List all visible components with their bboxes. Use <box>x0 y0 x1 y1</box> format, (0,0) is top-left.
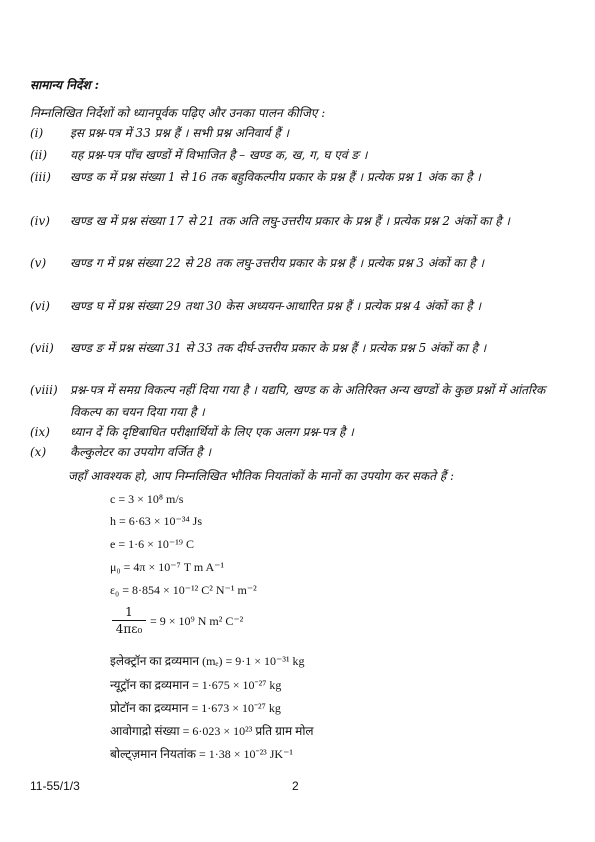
constant-boltzmann: बोल्ट्ज़मान नियतांक = 1·38 × 10⁻²³ JK⁻¹ <box>110 747 294 761</box>
instruction-number: (ii) <box>30 148 48 162</box>
instruction-number: (ix) <box>30 425 50 439</box>
instruction-number: (i) <box>30 126 44 140</box>
instruction-number: (vi) <box>30 299 50 313</box>
constant-electron-mass: इलेक्ट्रॉन का द्रव्यमान (mₑ) = 9·1 × 10⁻³¹ kg <box>110 654 305 668</box>
instruction-text: खण्ड ख में प्रश्न संख्या 17 से 21 तक अति लघु-उत्तरीय प्रकार के प्रश्न हैं । प्रत्येक प्रश्न 2 अंकों का है । <box>70 214 510 228</box>
coulomb-constant-fraction <box>112 605 146 636</box>
constant-electron-charge: e = 1·6 × 10⁻¹⁹ C <box>110 537 194 551</box>
general-instructions-heading: सामान्य निर्देश : <box>30 78 100 92</box>
constants-intro: जहाँ आवश्यक हो, आप निम्नलिखित भौतिक नियतांकों के मानों का उपयोग कर सकते हैं : <box>68 469 455 483</box>
constant-planck: h = 6·63 × 10⁻³⁴ Js <box>110 514 202 528</box>
instruction-text: खण्ड ङ में प्रश्न संख्या 31 से 33 तक दीर्घ-उत्तरीय प्रकार के प्रश्न हैं । प्रत्येक प्रश्न 5 अंकों का है । <box>70 341 487 355</box>
instruction-text: इस प्रश्न-पत्र में 33 प्रश्न हैं । सभी प्रश्न अनिवार्य हैं । <box>70 126 290 140</box>
constant-speed-of-light: c = 3 × 10⁸ m/s <box>110 492 184 506</box>
constant-neutron-mass: न्यूट्रॉन का द्रव्यमान = 1·675 × 10⁻²⁷ kg <box>110 678 282 692</box>
instruction-number: (vii) <box>30 341 54 355</box>
instruction-text: यह प्रश्न-पत्र पाँच खण्डों में विभाजित है – खण्ड क, ख, ग, घ एवं ङ । <box>70 148 368 162</box>
instruction-text: प्रश्न-पत्र में समग्र विकल्प नहीं दिया गया है । यद्यपि, खण्ड क के अतिरिक्त अन्य खण्डों के कुछ प्रश्नों में आंतरिक विकल्प का चयन दिया गया है । <box>70 383 546 419</box>
constant-proton-mass: प्रोटॉन का द्रव्यमान = 1·673 × 10⁻²⁷ kg <box>110 701 281 715</box>
instruction-text: खण्ड क में प्रश्न संख्या 1 से 16 तक बहुविकल्पीय प्रकार के प्रश्न हैं । प्रत्येक प्रश्न 1 अंक का है । <box>70 170 481 184</box>
coulomb-constant-value: = 9 × 10⁹ N m² C⁻² <box>150 614 244 628</box>
constant-permeability: μ₀ = 4π × 10⁻⁷ T m A⁻¹ <box>110 560 225 574</box>
constant-avogadro: आवोगाद्रो संख्या = 6·023 × 10²³ प्रति ग्राम मोल <box>110 724 314 738</box>
instruction-number: (v) <box>30 256 47 270</box>
instruction-number: (iii) <box>30 170 51 184</box>
instruction-text: ध्यान दें कि दृष्टिबाधित परीक्षार्थियों के लिए एक अलग प्रश्न-पत्र है । <box>70 425 354 439</box>
paper-code: 11-55/1/3 <box>30 779 80 793</box>
instruction-text: खण्ड ग में प्रश्न संख्या 22 से 28 तक लघु-उत्तरीय प्रकार के प्रश्न हैं । प्रत्येक प्रश्न 3 अंकों का है । <box>70 256 484 270</box>
instruction-text: कैल्कुलेटर का उपयोग वर्जित है । <box>70 445 211 459</box>
page-number: 2 <box>292 779 299 793</box>
instruction-number: (x) <box>30 445 47 459</box>
instruction-number: (iv) <box>30 214 50 228</box>
instruction-text: खण्ड घ में प्रश्न संख्या 29 तथा 30 केस अध्ययन-आधारित प्रश्न हैं । प्रत्येक प्रश्न 4 अंकों का है । <box>70 299 481 313</box>
fraction-numerator: 1 <box>112 605 146 621</box>
fraction-denominator: 4πε₀ <box>115 622 143 636</box>
instruction-number: (viii) <box>30 383 58 397</box>
constant-permittivity: ε₀ = 8·854 × 10⁻¹² C² N⁻¹ m⁻² <box>110 583 257 597</box>
instructions-intro: निम्नलिखित निर्देशों को ध्यानपूर्वक पढ़िए और उनका पालन कीजिए : <box>30 106 326 120</box>
